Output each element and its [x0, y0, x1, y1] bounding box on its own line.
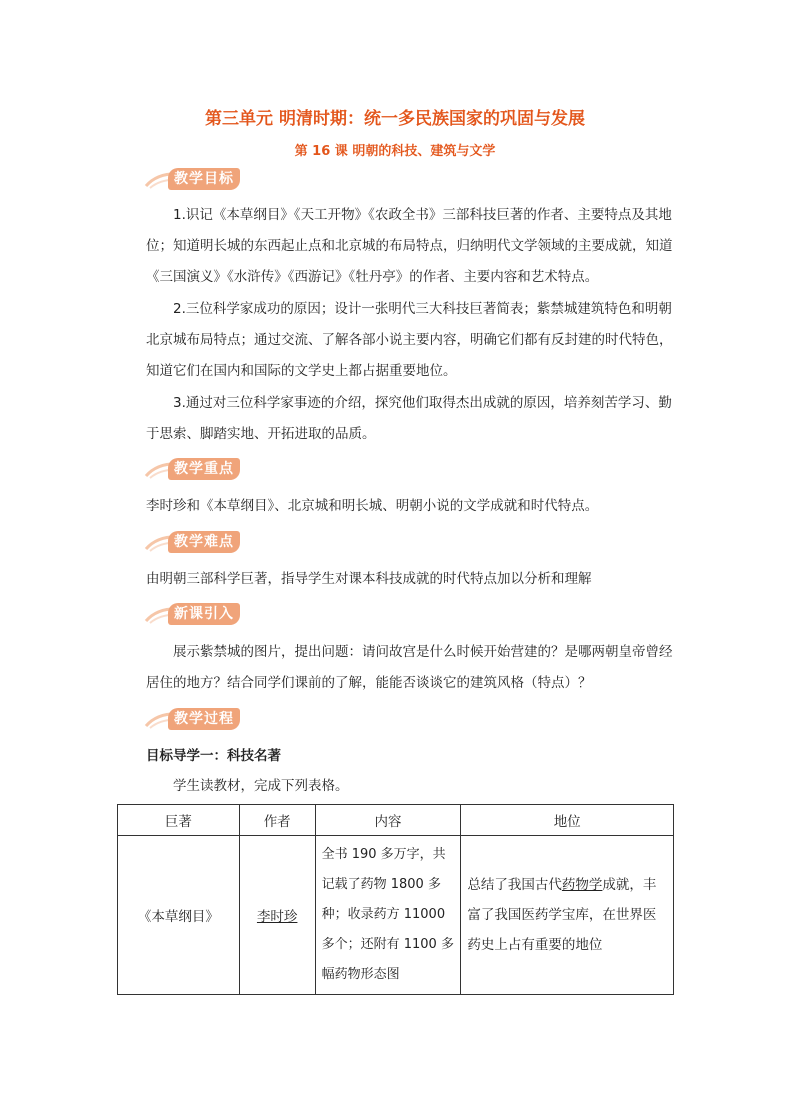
- cell-work: 《本草纲目》: [118, 836, 240, 995]
- goal-item-2: 2.三位科学家成功的原因；设计一张明代三大科技巨著简表；紫禁城建筑特色和明朝北京城布局特点；通过交流、了解各部小说主要内容，明确它们都有反封建的时代特色，知道它们在国内和国际的文学史上都占据重要地位。: [146, 301, 673, 379]
- cell-content: 全书 190 多万字，共记载了药物 1800 多种；收录药方 11000 多个；还附有 1100 多幅药物形态图: [315, 836, 461, 995]
- badge-label: 教学难点: [168, 531, 240, 553]
- header-content: 内容: [315, 805, 461, 836]
- goal-item-3: 3.通过对三位科学家事迹的介绍，探究他们取得杰出成就的原因，培养刻苦学习、勤于思索、脚踏实地、开拓进取的品质。: [146, 395, 672, 442]
- author-name: 李时珍: [256, 909, 298, 925]
- cell-position: [461, 836, 674, 995]
- badge-label: 教学重点: [168, 458, 240, 480]
- header-author: 作者: [239, 805, 315, 836]
- intro-text: 展示紫禁城的图片，提出问题：请问故宫是什么时候开始营建的？是哪两朝皇帝曾经居住的地方？结合同学们课前的了解，能能否谈谈它的建筑风格（特点）？: [146, 644, 673, 691]
- position-post: 成就，丰富了我国医药学宝库，在世界医药史上占有重要的地位: [467, 877, 657, 953]
- goal-item-1: 1.识记《本草纲目》《天工开物》《农政全书》三部科技巨著的作者、主要特点及其地位；知道明长城的东西起止点和北京城的布局特点，归纳明代文学领域的主要成就，知道《三国演义》《水浒传》《西游记》《牡丹亭》的作者、主要内容和艺术特点。: [146, 207, 673, 285]
- section-badge-key-points: [142, 454, 252, 484]
- position-pre: 总结了我国古代: [467, 877, 562, 893]
- table-header-row: [118, 805, 674, 836]
- position-underlined: 药物学: [561, 877, 603, 893]
- process-heading: 目标导学一：科技名著: [146, 748, 281, 764]
- table-row: [118, 836, 674, 995]
- process-instruction: 学生读教材，完成下列表格。: [173, 778, 349, 794]
- section-badge-difficulties: [142, 527, 252, 557]
- difficulties-text: 由明朝三部科学巨著，指导学生对课本科技成就的时代特点加以分析和理解: [146, 571, 592, 587]
- header-position: 地位: [461, 805, 674, 836]
- badge-label: 新课引入: [168, 603, 240, 625]
- badge-label: 教学目标: [168, 168, 240, 190]
- section-badge-process: [142, 704, 252, 734]
- lesson-title: 第 16 课 明朝的科技、建筑与文学: [294, 144, 496, 159]
- header-work: 巨著: [118, 805, 240, 836]
- cell-author: [239, 836, 315, 995]
- badge-label: 教学过程: [168, 708, 240, 730]
- section-badge-goals: [142, 164, 252, 194]
- key-points-text: 李时珍和《本草纲目》、北京城和明长城、明朝小说的文学成就和时代特点。: [146, 498, 599, 514]
- section-badge-intro: [142, 599, 252, 629]
- works-table: [117, 804, 674, 995]
- unit-title: 第三单元 明清时期：统一多民族国家的巩固与发展: [205, 109, 585, 129]
